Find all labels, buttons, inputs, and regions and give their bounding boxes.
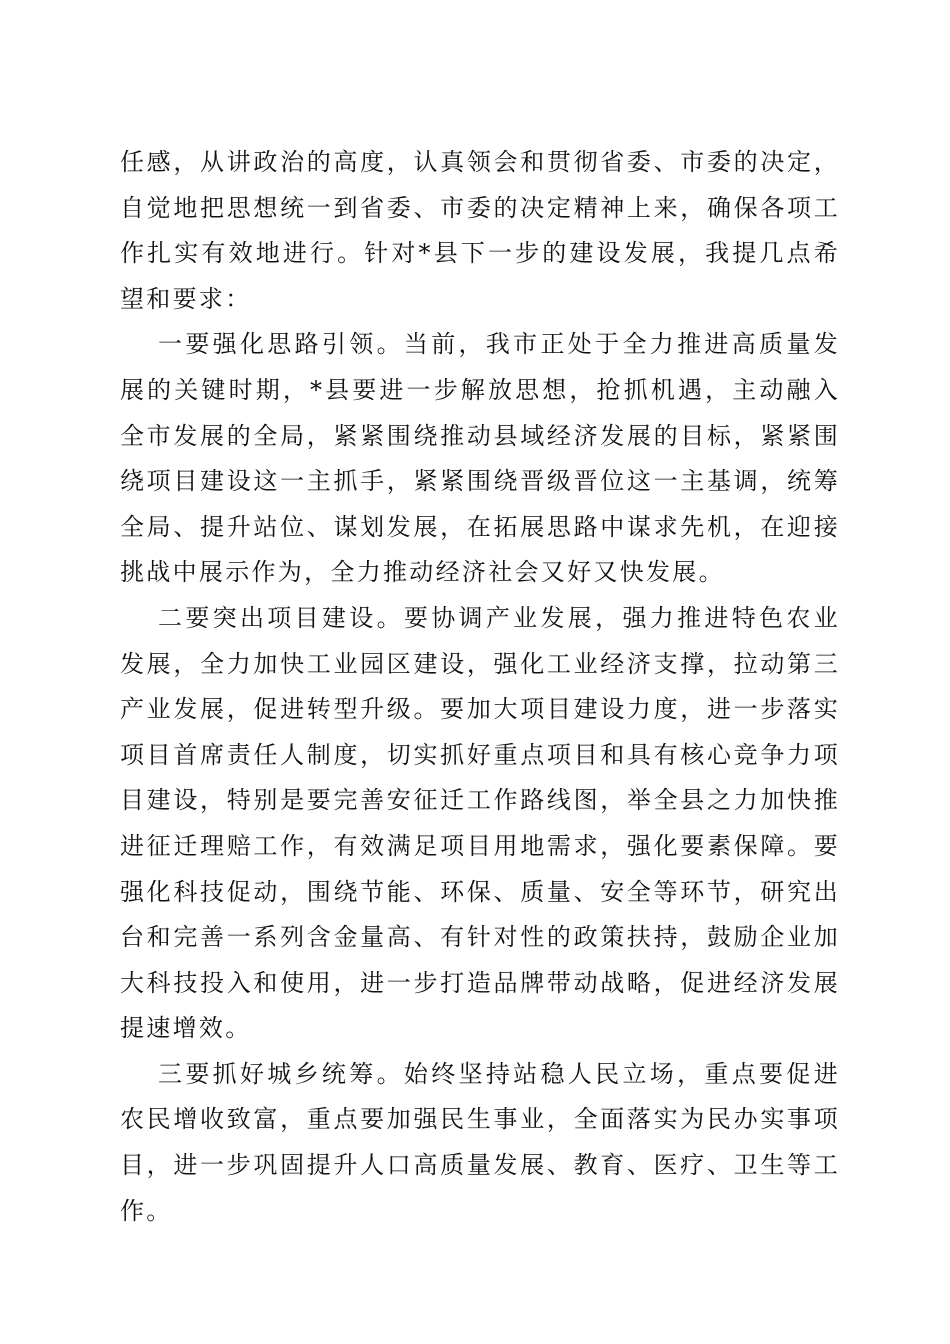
paragraph-continuation: 任感，从讲政治的高度，认真领会和贯彻省委、市委的决定，自觉地把思想统一到省委、市委的决定精神上来，确保各项工作扎实有效地进行。针对*县下一步的建设发展，我提几点希望和要求： — [120, 148, 840, 313]
paragraph-point-one: 一要强化思路引领。当前，我市正处于全力推进高质量发展的关键时期，*县要进一步解放思想，抢抓机遇，主动融入全市发展的全局，紧紧围绕推动县域经济发展的目标，紧紧围绕项目建设这一主抓手，紧紧围绕晋级晋位这一主基调，统筹全局、提升站位、谋划发展，在拓展思路中谋求先机，在迎接挑战中展示作为，全力推动经济社会又好又快发展。 — [120, 330, 840, 587]
document-body — [120, 140, 840, 1234]
paragraph-point-three: 三要抓好城乡统筹。始终坚持站稳人民立场，重点要促进农民增收致富，重点要加强民生事业，全面落实为民办实事项目，进一步巩固提升人口高质量发展、教育、医疗、卫生等工作。 — [120, 1059, 840, 1225]
paragraph-point-two: 二要突出项目建设。要协调产业发展，强力推进特色农业发展，全力加快工业园区建设，强化工业经济支撑，拉动第三产业发展，促进转型升级。要加大项目建设力度，进一步落实项目首席责任人制度，切实抓好重点项目和具有核心竞争力项目建设，特别是要完善安征迁工作路线图，举全县之力加快推进征迁理赔工作，有效满足项目用地需求，强化要素保障。要强化科技促动，围绕节能、环保、质量、安全等环节，研究出台和完善一系列含金量高、有针对性的政策扶持，鼓励企业加大科技投入和使用，进一步打造品牌带动战略，促进经济发展提速增效。 — [120, 603, 840, 1043]
